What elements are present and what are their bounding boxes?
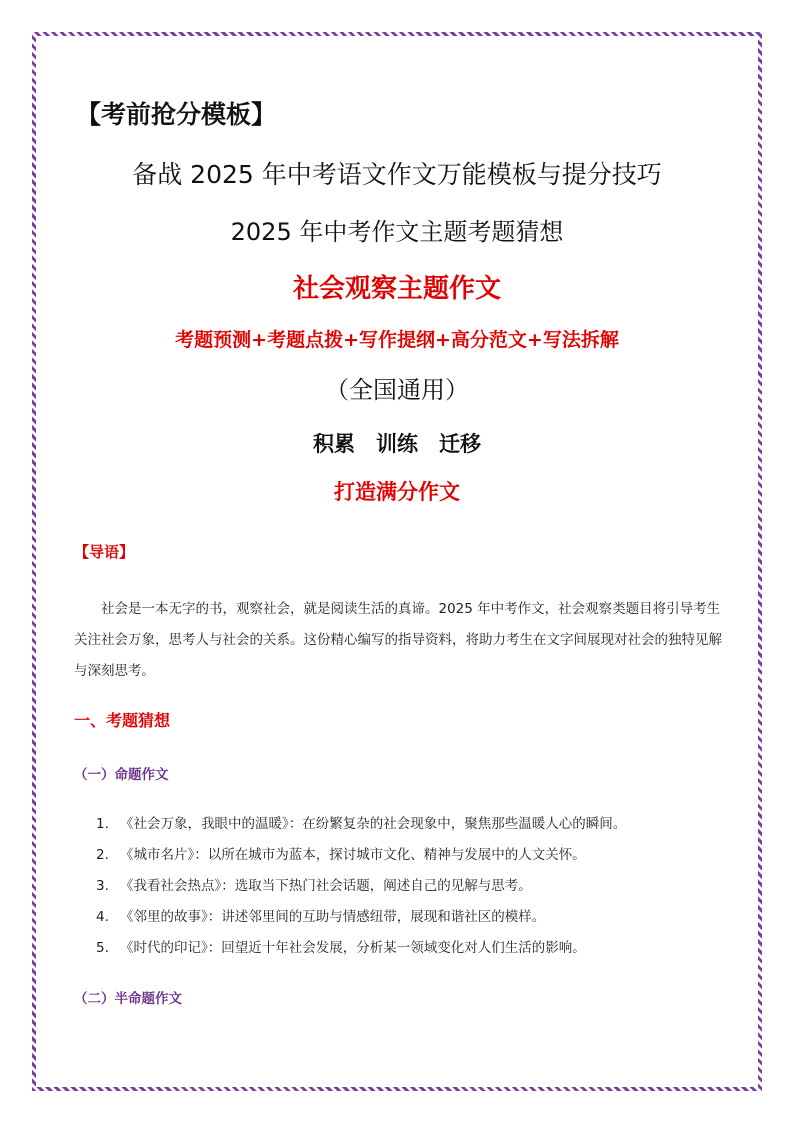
scope-label: （全国通用） <box>325 376 469 404</box>
list-item-text: 《社会万象，我眼中的温暖》：在纷繁复杂的社会现象中，聚焦那些温暖人心的瞬间。 <box>120 816 627 832</box>
section-heading-topic-guess: 一、考题猜想 <box>74 711 171 730</box>
list-item-number: 2. <box>96 847 109 863</box>
topic-list <box>96 812 626 967</box>
subsection-heading-propositional: （一）命题作文 <box>74 767 169 783</box>
list-item-number: 4. <box>96 909 109 925</box>
content-outline: 考题预测+考题点拨+写作提纲+高分范文+写法拆解 <box>175 329 619 351</box>
list-item <box>96 843 626 874</box>
list-item-text: 《城市名片》：以所在城市为蓝本，探讨城市文化、精神与发展中的人文关怀。 <box>120 847 586 863</box>
list-item-number: 5. <box>96 940 109 956</box>
list-item <box>96 812 626 843</box>
goal-label: 打造满分作文 <box>334 480 460 504</box>
subsection-heading-semi-propositional: （二）半命题作文 <box>74 991 182 1007</box>
method-label: 积累 训练 迁移 <box>313 432 481 456</box>
list-item <box>96 936 626 967</box>
intro-label: 【导语】 <box>74 543 135 561</box>
list-item <box>96 874 626 905</box>
list-item-number: 1. <box>96 816 109 832</box>
list-item-text: 《邻里的故事》：讲述邻里间的互助与情感纽带，展现和谐社区的模样。 <box>120 909 546 925</box>
list-item <box>96 905 626 936</box>
theme-title: 社会观察主题作文 <box>292 274 501 304</box>
list-item-number: 3. <box>96 878 109 894</box>
main-title: 备战 2025 年中考语文作文万能模板与提分技巧 <box>132 160 662 189</box>
bracket-title: 【考前抢分模板】 <box>76 100 277 129</box>
list-item-text: 《我看社会热点》：选取当下热门社会话题，阐述自己的见解与思考。 <box>120 878 532 894</box>
sub-title: 2025 年中考作文主题考题猜想 <box>230 218 564 246</box>
list-item-text: 《时代的印记》：回望近十年社会发展，分析某一领域变化对人们生活的影响。 <box>120 940 586 956</box>
intro-paragraph: 社会是一本无字的书，观察社会，就是阅读生活的真谛。2025 年中考作文，社会观察类题目将引导考生关注社会万象，思考人与社会的关系。这份精心编写的指导资料，将助力考生在文字间展现对社会的独特见解与深刻思考。 <box>74 601 722 679</box>
